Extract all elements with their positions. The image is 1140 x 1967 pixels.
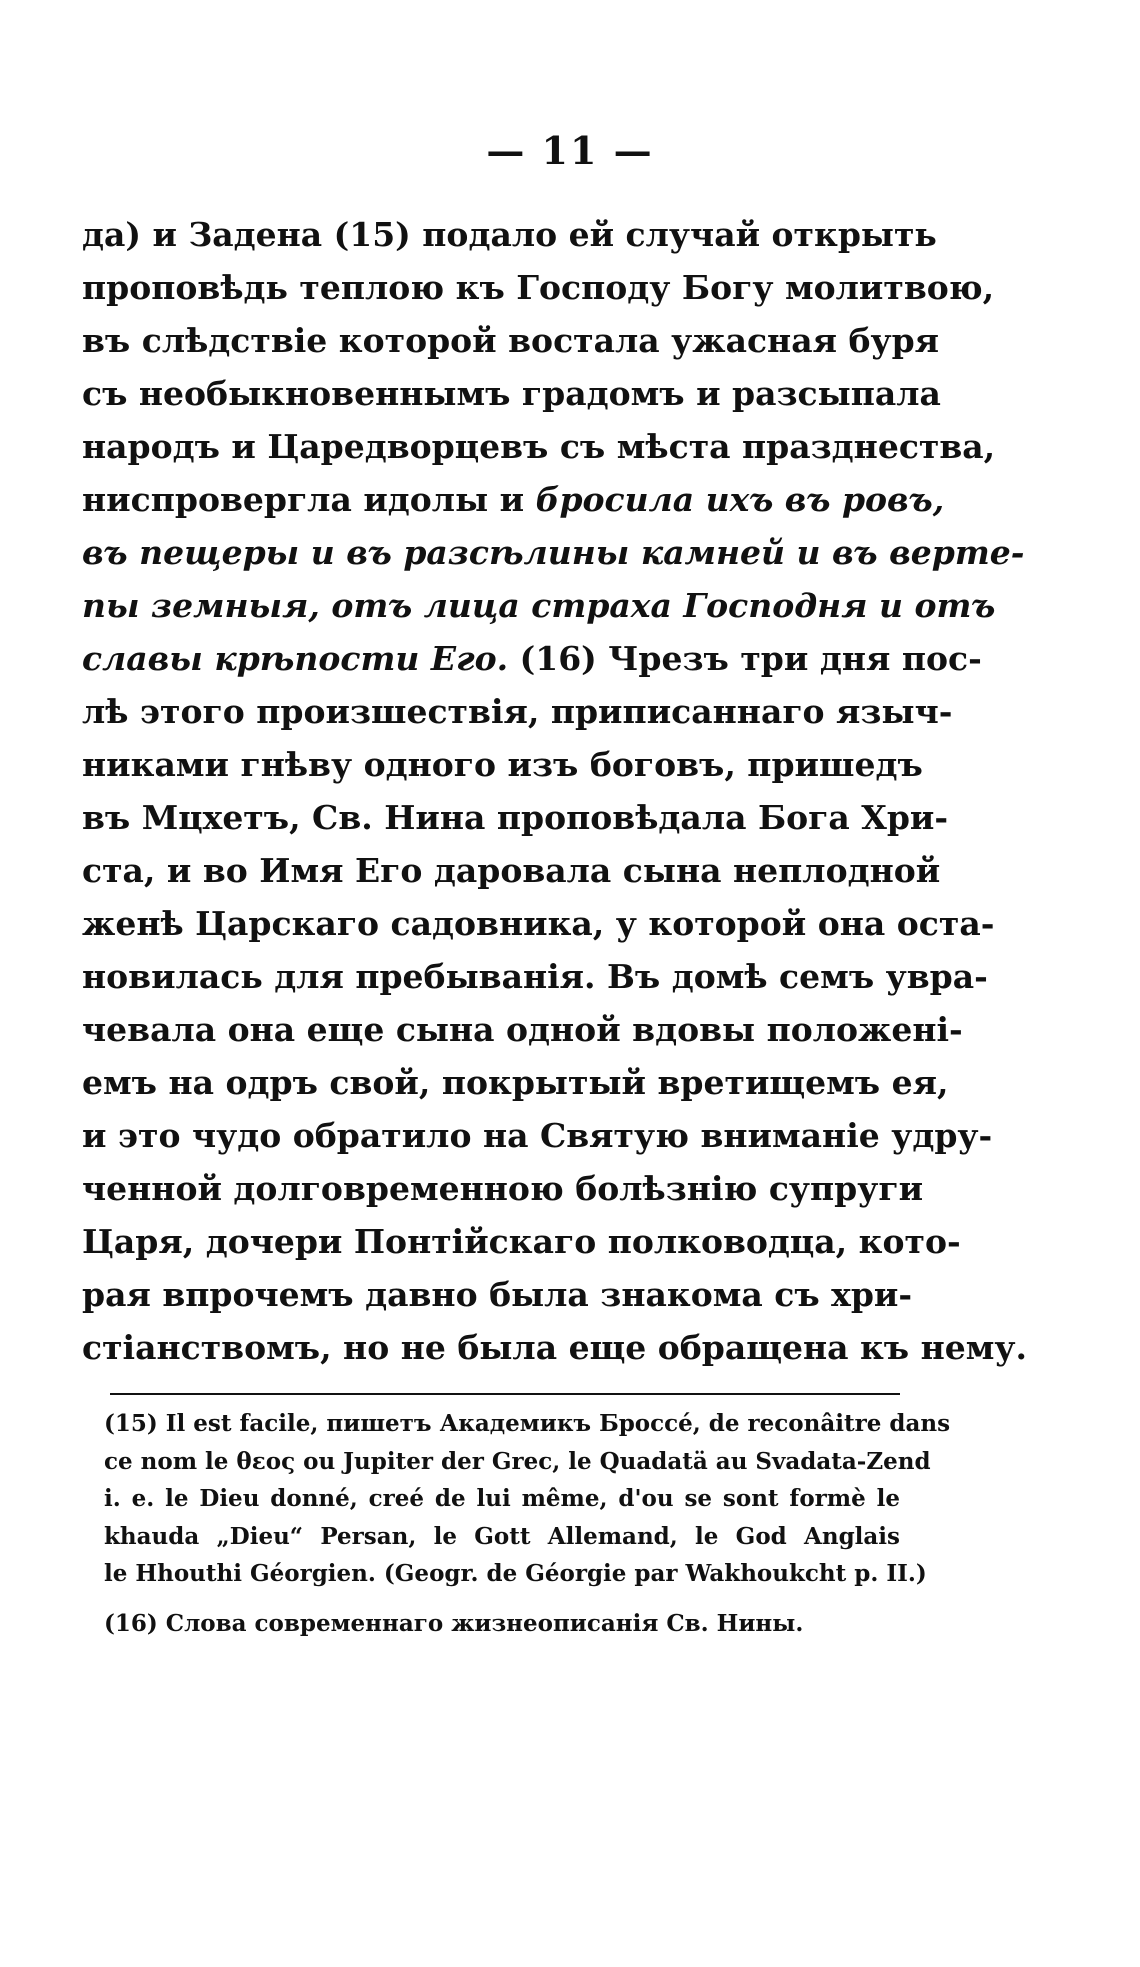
footnote-line: i. e. le Dieu donné, creé de lui même, d'ou se sont formè le: [104, 1485, 900, 1512]
text-segment: (16) Чрезъ три дня пос-: [519, 639, 982, 678]
text-line-italic: пы земныя, отъ лица страха Господня и отъ: [82, 586, 996, 625]
text-line: съ необыкновеннымъ градомъ и разсыпала: [82, 374, 941, 413]
footnote-line: le Hhouthi Géorgien. (Geogr. de Géorgie par Wakhoukcht p. II.): [104, 1560, 927, 1587]
main-text: [82, 208, 1028, 1374]
text-line: въ слѣдствіе которой востала ужасная буря: [82, 321, 940, 360]
text-line: лѣ этого произшествія, приписаннаго языч-: [82, 692, 953, 731]
text-line: народъ и Царедворцевъ съ мѣста празднества,: [82, 427, 996, 466]
text-line: женѣ Царскаго садовника, у которой она оста-: [82, 904, 995, 943]
text-line: проповѣдь теплою къ Господу Богу молитвою,: [82, 268, 995, 307]
text-line: емъ на одръ свой, покрытый вретищемъ ея,: [82, 1063, 949, 1102]
text-line: ста, и во Имя Его даровала сына неплодной: [82, 851, 941, 890]
footnote-15: [104, 1405, 951, 1593]
text-line: [82, 632, 982, 685]
text-line: рая впрочемъ давно была знакома съ хри-: [82, 1275, 913, 1314]
text-line: Царя, дочери Понтійскаго полководца, кото-: [82, 1222, 961, 1261]
footnote-line: ce nom le θεος ou Jupiter der Grec, le Quadatä au Svadata-Zend: [104, 1447, 931, 1475]
page-number-header: — 11 —: [486, 128, 654, 173]
footnote-line: khauda „Dieu“ Persan, le Gott Allemand, le God Anglais: [104, 1522, 900, 1550]
text-line: [82, 473, 945, 526]
italic-quote: бросила ихъ въ ровъ,: [535, 480, 945, 519]
italic-quote: славы крѣпости Его.: [82, 639, 509, 678]
text-line: чевала она еще сына одной вдовы положені-: [82, 1010, 963, 1049]
text-line: ченной долговременною болѣзнію супруги: [82, 1169, 924, 1208]
footnote-16: [104, 1605, 900, 1643]
footnote-line: (15) Il est facile, пишетъ Академикъ Броссé, de reconâitre dans: [104, 1410, 951, 1437]
footnote-line: (16) Слова современнаго жизнеописанія Св. Нины.: [104, 1609, 804, 1637]
footnote-divider: [110, 1393, 900, 1395]
text-line: да) и Задена (15) подало ей случай открыть: [82, 215, 937, 254]
text-line: стіанствомъ, но не была еще обращена къ нему.: [82, 1328, 1028, 1367]
text-segment: ниспровергла идолы и: [82, 480, 525, 519]
text-line: въ Мцхетъ, Св. Нина проповѣдала Бога Хри-: [82, 798, 949, 837]
text-line: новилась для пребыванія. Въ домѣ семъ увра-: [82, 957, 988, 996]
footnotes: [104, 1405, 951, 1642]
text-line: никами гнѣву одного изъ боговъ, пришедъ: [82, 745, 923, 784]
text-line-italic: въ пещеры и въ разсѣлины камней и въ верте-: [82, 533, 1025, 572]
text-line: и это чудо обратило на Святую вниманіе удру-: [82, 1116, 993, 1155]
